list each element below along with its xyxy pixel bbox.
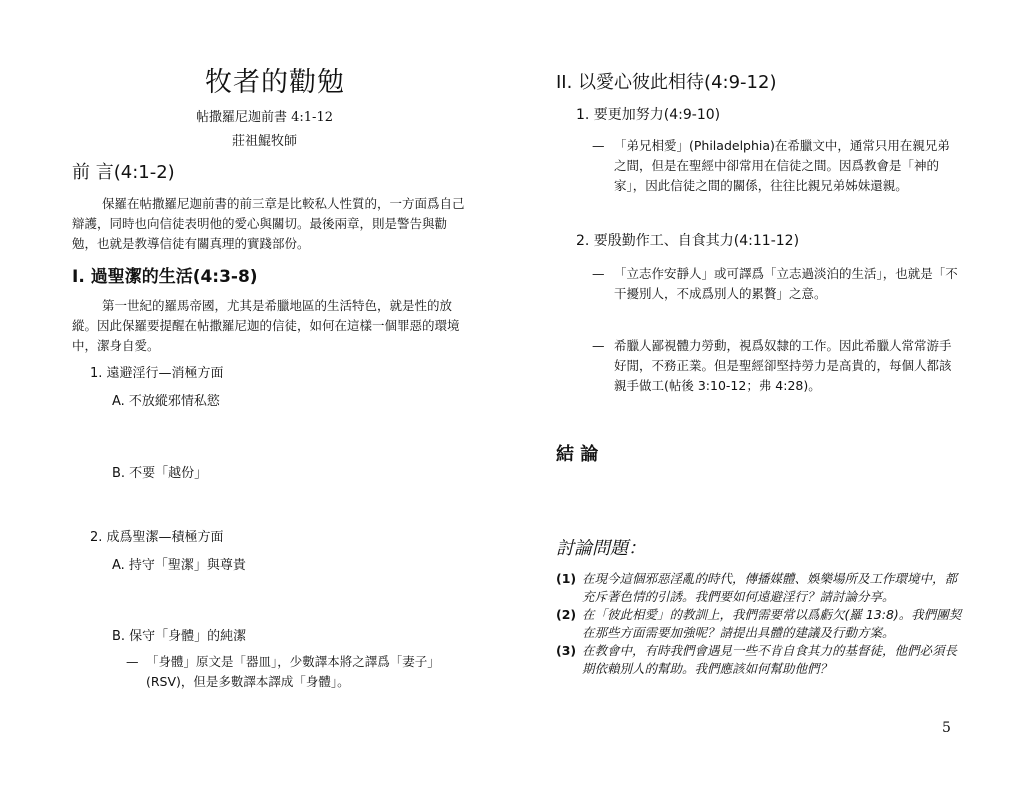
- philadelphia-note: [592, 136, 962, 196]
- question-text: 在「彼此相愛」的教訓上，我們需要常以爲虧欠(羅 13:8)。我們團契在那些方面需要加強呢？請提出具體的建議及行動方案。: [582, 607, 962, 640]
- section1-point1: 1. 遠避淫行—消極方面: [90, 366, 224, 381]
- discussion-question: [556, 570, 966, 606]
- discussion-question: [556, 642, 966, 678]
- labor-note: [592, 336, 962, 396]
- question-text: 在教會中，有時我們會遇見一些不肯自食其力的基督徒，他們必須長期依賴別人的幫助。我們應該如何幫助他們？: [582, 643, 958, 676]
- section2-point2: 2. 要殷勤作工、自食其力(4:11-12): [576, 233, 800, 249]
- note-dash: —: [592, 338, 605, 353]
- author: 莊祖鯤牧師: [232, 134, 298, 149]
- conclusion-heading: 結 論: [556, 444, 599, 465]
- section1-point2a: A. 持守「聖潔」與尊貴: [112, 558, 246, 573]
- discussion-question: [556, 606, 966, 642]
- section1-point1b: B. 不要「越份」: [112, 466, 208, 481]
- section2-heading: II. 以愛心彼此相待(4:9-12): [556, 72, 777, 93]
- page-number: 5: [942, 720, 951, 736]
- section1-heading: I. 過聖潔的生活(4:3-8): [72, 267, 258, 287]
- body-note: [126, 652, 482, 692]
- note-dash: —: [592, 266, 605, 281]
- question-number: (3): [556, 643, 577, 658]
- section2-point1: 1. 要更加努力(4:9-10): [576, 107, 721, 123]
- note-text: 「身體」原文是「器皿」，少數譯本將之譯爲「妻子」(RSV)，但是多數譯本譯成「身體」。: [146, 654, 440, 689]
- question-number: (2): [556, 607, 577, 622]
- question-number: (1): [556, 571, 577, 586]
- section1-point1a: A. 不放縱邪情私慾: [112, 394, 220, 409]
- intro-paragraph: 保羅在帖撒羅尼迦前書的前三章是比較私人性質的，一方面爲自己辯護，同時也向信徒表明他的愛心與關切。最後兩章，則是警告與勸勉，也就是教導信徒有關真理的實踐部份。: [72, 196, 465, 251]
- right-page: [512, 0, 1024, 791]
- scripture-reference: 帖撒羅尼迦前書 4:1-12: [196, 110, 333, 125]
- note-text: 「立志作安靜人」或可譯爲「立志過淡泊的生活」，也就是「不干擾別人，不成爲別人的累贅」之意。: [614, 266, 958, 301]
- section1-paragraph: 第一世紀的羅馬帝國，尤其是希臘地區的生活特色，就是性的放縱。因此保羅要提醒在帖撒羅尼迦的信徒，如何在這樣一個罪惡的環境中，潔身自愛。: [72, 298, 460, 353]
- section1-point2b: B. 保守「身體」的純潔: [112, 629, 247, 644]
- intro-heading: 前 言(4:1-2): [72, 162, 175, 183]
- section1-point2: 2. 成爲聖潔—積極方面: [90, 530, 224, 545]
- discussion-heading: 討論問題：: [556, 538, 646, 559]
- note-dash: —: [592, 138, 605, 153]
- note-text: 希臘人鄙視體力勞動，視爲奴隸的工作。因此希臘人常常游手好閒，不務正業。但是聖經卻堅持勞力是高貴的，每個人都該親手做工(帖後 3:10-12；弗 4:28)。: [614, 338, 952, 393]
- note-dash: —: [126, 654, 139, 669]
- page-title: 牧者的勸勉: [205, 67, 345, 98]
- question-text: 在現今這個邪惡淫亂的時代，傳播媒體、娛樂場所及工作環境中，都充斥著色情的引誘。我們要如何遠避淫行？請討論分享。: [582, 571, 958, 604]
- note-text: 「弟兄相愛」(Philadelphia)在希臘文中，通常只用在親兄弟之間，但是在聖經中卻常用在信徒之間。因爲教會是「神的家」，因此信徒之間的關係，往往比親兄弟姊妹還親。: [614, 138, 950, 193]
- quiet-life-note: [592, 264, 962, 304]
